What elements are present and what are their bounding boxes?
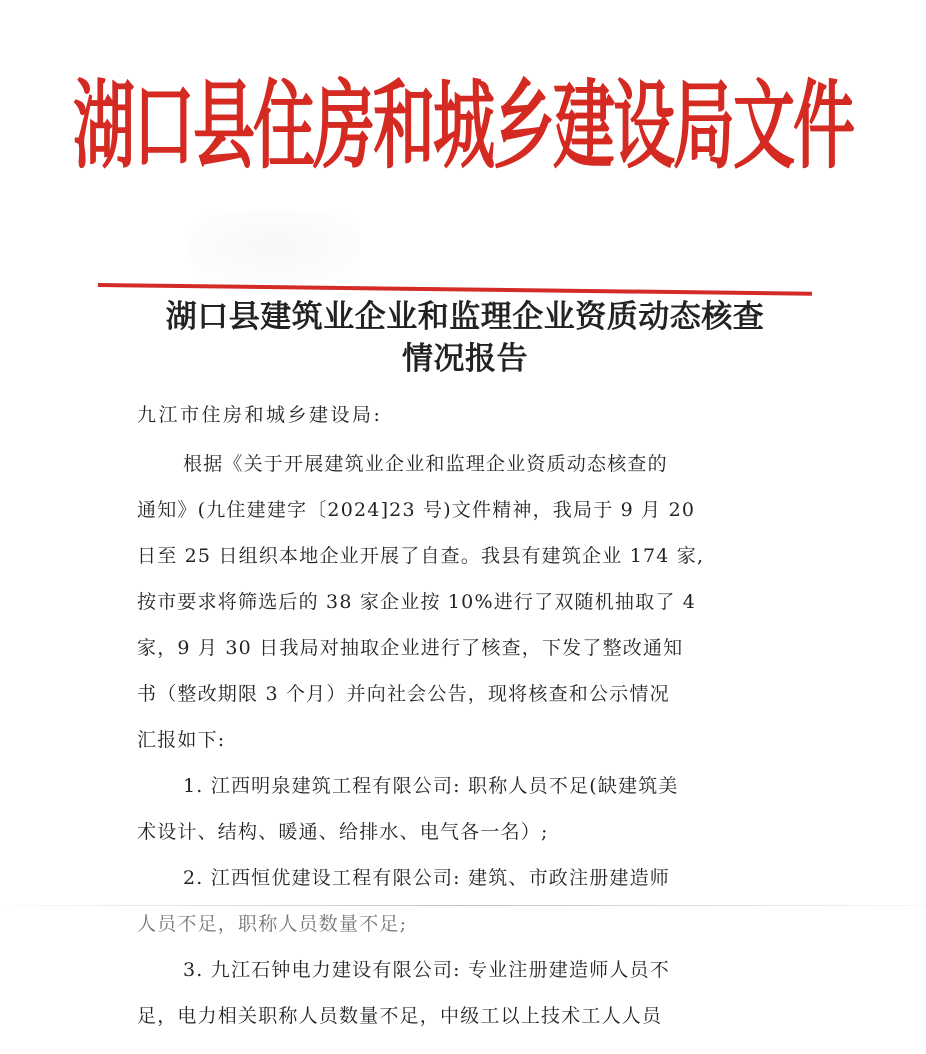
body-line-7: 汇报如下: (137, 729, 226, 751)
item-2-line-2: 人员不足，职称人员数量不足; (137, 913, 408, 935)
body-line-4: 按市要求将筛选后的 38 家企业按 10%进行了双随机抽取了 4 (137, 591, 697, 613)
addressee: 九江市住房和城乡建设局: (137, 404, 383, 426)
faint-stamp-mark (190, 210, 360, 282)
body-line-6: 书（整改期限 3 个月）并向社会公告，现将核查和公示情况 (137, 683, 670, 705)
item-1-line-1: 1. 江西明泉建筑工程有限公司: 职称人员不足(缺建筑美 (183, 775, 679, 797)
issuing-authority-header: 湖口县住房和城乡建设局文件 (73, 68, 854, 182)
item-1-line-2: 术设计、结构、暖通、给排水、电气各一名）; (137, 821, 549, 843)
document-title-line-2: 情况报告 (402, 341, 528, 377)
body-line-2: 通知》(九住建建字〔2024]23 号)文件精神，我局于 9 月 20 (137, 499, 696, 521)
red-divider-line (98, 283, 812, 296)
document-title-line-1: 湖口县建筑业企业和监理企业资质动态核查 (165, 299, 765, 335)
document-title (100, 296, 830, 380)
body-line-5: 家，9 月 30 日我局对抽取企业进行了核查，下发了整改通知 (137, 637, 684, 659)
body-line-1: 根据《关于开展建筑业企业和监理企业资质动态核查的 (183, 453, 668, 475)
body-line-3: 日至 25 日组织本地企业开展了自查。我县有建筑企业 174 家, (137, 545, 705, 567)
item-2-line-1: 2. 江西恒优建设工程有限公司: 建筑、市政注册建造师 (183, 867, 671, 889)
item-3-line-2: 足，电力相关职称人员数量不足，中级工以上技术工人人员 (137, 1005, 663, 1027)
item-3-line-1: 3. 九江石钟电力建设有限公司: 专业注册建造师人员不 (183, 959, 671, 981)
scan-artifact-line (0, 905, 926, 906)
